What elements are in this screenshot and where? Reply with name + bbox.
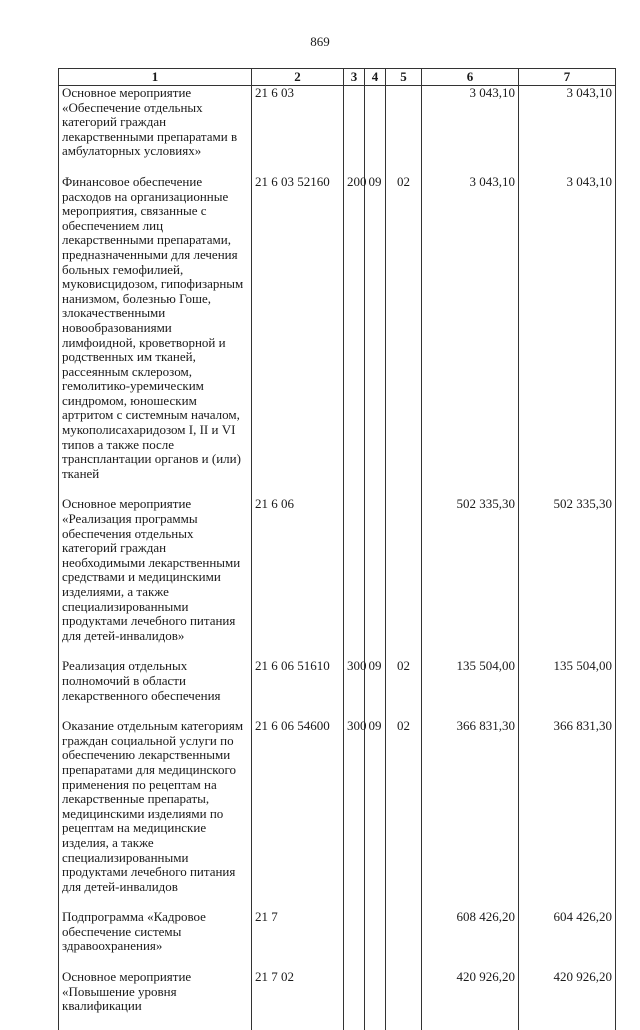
row-col5: 02 xyxy=(386,175,422,497)
column-header-3: 3 xyxy=(344,69,365,86)
row-amount-7: 604 426,20 xyxy=(519,910,616,970)
budget-table xyxy=(58,68,616,1030)
row-col5 xyxy=(386,497,422,659)
row-name: Основное мероприятие «Повышение уровня квалификации xyxy=(59,970,252,1030)
column-header-1: 1 xyxy=(59,69,252,86)
row-col3: 300 xyxy=(344,719,365,910)
column-header-7: 7 xyxy=(519,69,616,86)
row-col5: 02 xyxy=(386,719,422,910)
row-amount-7: 135 504,00 xyxy=(519,659,616,719)
row-name: Подпрограмма «Кадровое обеспечение системы здравоохранения» xyxy=(59,910,252,970)
row-code: 21 6 03 52160 xyxy=(252,175,344,497)
row-col5: 02 xyxy=(386,659,422,719)
row-col4: 09 xyxy=(365,719,386,910)
row-name: Основное мероприятие «Обеспечение отдельных категорий граждан лекарственными препаратами в амбулаторных условиях» xyxy=(59,86,252,175)
row-name: Оказание отдельным категориям граждан социальной услуги по обеспечению лекарственными препаратами для медицинского применения по рецептам на лекарственные препараты, медицинскими изделиями по рецептам на медицинские изделия, а также специализированными продуктами лечебного питания для детей-инвалидов xyxy=(59,719,252,910)
row-amount-6: 502 335,30 xyxy=(422,497,519,659)
row-code: 21 6 06 xyxy=(252,497,344,659)
row-amount-6: 608 426,20 xyxy=(422,910,519,970)
row-col4: 09 xyxy=(365,175,386,497)
row-col4 xyxy=(365,86,386,175)
row-col3 xyxy=(344,910,365,970)
row-name: Основное мероприятие «Реализация программы обеспечения отдельных категорий граждан необходимыми лекарственными средствами и медицинскими изделиями, а также специализированными продуктами лечебного питания для детей-инвалидов» xyxy=(59,497,252,659)
table-row xyxy=(59,497,616,659)
row-amount-7: 3 043,10 xyxy=(519,175,616,497)
table-row xyxy=(59,970,616,1030)
row-amount-6: 3 043,10 xyxy=(422,175,519,497)
column-header-2: 2 xyxy=(252,69,344,86)
row-code: 21 7 xyxy=(252,910,344,970)
row-name: Финансовое обеспечение расходов на организационные мероприятия, связанные с обеспечением лиц лекарственными препаратами, предназначенными для лечения больных гемофилией, муковисцидозом, гипофизарным нанизмом, болезнью Гоше, злокачественными новообразованиями лимфоидной, кроветворной и родственных им тканей, рассеянным склерозом, гемолитико-уремическим синдромом, юношеским артритом с системным началом, мукополисахаридозом I, II и VI типов а также после трансплантации органов и (или) тканей xyxy=(59,175,252,497)
row-col3 xyxy=(344,497,365,659)
row-col4 xyxy=(365,910,386,970)
row-code: 21 6 03 xyxy=(252,86,344,175)
row-col5 xyxy=(386,86,422,175)
row-code: 21 7 02 xyxy=(252,970,344,1030)
row-name: Реализация отдельных полномочий в области лекарственного обеспечения xyxy=(59,659,252,719)
column-header-5: 5 xyxy=(386,69,422,86)
row-col5 xyxy=(386,970,422,1030)
row-amount-7: 3 043,10 xyxy=(519,86,616,175)
column-header-4: 4 xyxy=(365,69,386,86)
row-amount-7: 502 335,30 xyxy=(519,497,616,659)
row-code: 21 6 06 54600 xyxy=(252,719,344,910)
table-row xyxy=(59,719,616,910)
row-col3 xyxy=(344,970,365,1030)
row-col3: 200 xyxy=(344,175,365,497)
row-amount-7: 420 926,20 xyxy=(519,970,616,1030)
row-col3: 300 xyxy=(344,659,365,719)
table-row xyxy=(59,659,616,719)
row-col4 xyxy=(365,970,386,1030)
row-amount-6: 420 926,20 xyxy=(422,970,519,1030)
row-col4 xyxy=(365,497,386,659)
row-col5 xyxy=(386,910,422,970)
page-number: 869 xyxy=(310,34,330,49)
column-header-6: 6 xyxy=(422,69,519,86)
row-amount-6: 135 504,00 xyxy=(422,659,519,719)
row-amount-6: 366 831,30 xyxy=(422,719,519,910)
table-row xyxy=(59,910,616,970)
row-col4: 09 xyxy=(365,659,386,719)
row-code: 21 6 06 51610 xyxy=(252,659,344,719)
row-col3 xyxy=(344,86,365,175)
table-header-row xyxy=(59,69,616,86)
table-row xyxy=(59,86,616,175)
table-row xyxy=(59,175,616,497)
row-amount-7: 366 831,30 xyxy=(519,719,616,910)
row-amount-6: 3 043,10 xyxy=(422,86,519,175)
